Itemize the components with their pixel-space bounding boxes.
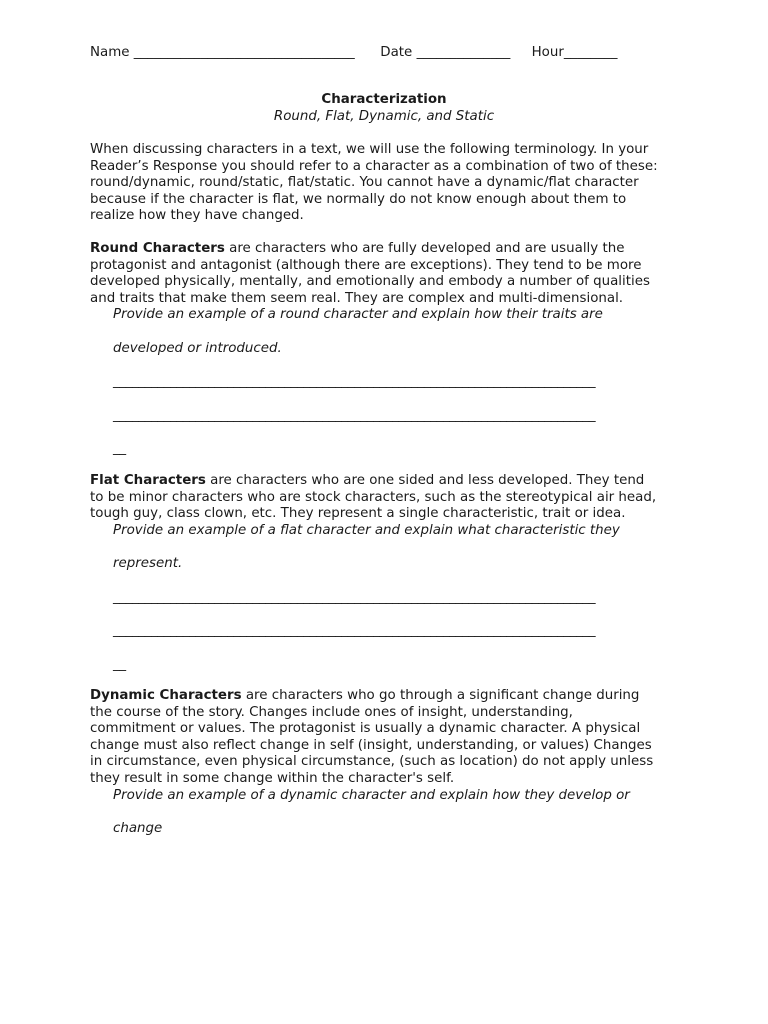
page-title: Characterization: [321, 92, 447, 107]
header-fields: [90, 45, 690, 60]
dynamic-line: change must also reflect change in self (insight, understanding, or values) Changes: [90, 737, 652, 753]
hour-label: Hour: [531, 45, 564, 60]
name-blank[interactable]: _________________________________: [133, 45, 355, 60]
dynamic-prompt-cont: change: [113, 821, 163, 836]
flat-term: Flat Characters: [90, 473, 206, 488]
flat-paragraph: [90, 473, 690, 523]
round-answer-line[interactable]: ____________________________________________________________________________: [113, 408, 596, 423]
flat-line: are characters who are one sided and less developed. They tend: [205, 473, 645, 488]
round-term: Round Characters: [90, 241, 225, 256]
flat-answer-line[interactable]: __: [113, 657, 126, 672]
flat-prompt-cont: represent.: [113, 556, 183, 571]
dynamic-line: the course of the story. Changes include ones of insight, understanding,: [90, 704, 573, 720]
dynamic-line: commitment or values. The protagonist is usually a dynamic character. A physical: [90, 721, 641, 736]
intro-line: realize how they have changed.: [90, 208, 304, 223]
flat-line: to be minor characters who are stock characters, such as the stereotypical air head,: [90, 489, 657, 505]
intro-line: round/dynamic, round/static, flat/static. You cannot have a dynamic/flat character: [90, 175, 639, 190]
intro-paragraph: [90, 142, 690, 225]
dynamic-line: they result in some change within the character's self.: [90, 770, 455, 786]
flat-answer-line[interactable]: ____________________________________________________________________________: [113, 590, 596, 605]
dynamic-line: are characters who go through a significant change during: [241, 688, 640, 703]
round-prompt-cont: developed or introduced.: [113, 341, 282, 356]
name-label: Name: [90, 45, 130, 60]
round-answer-line[interactable]: __: [113, 441, 126, 456]
intro-line: When discussing characters in a text, we will use the following terminology. In your: [90, 142, 649, 157]
flat-answer-line[interactable]: ____________________________________________________________________________: [113, 623, 596, 638]
date-blank[interactable]: ______________: [416, 45, 511, 60]
flat-line: tough guy, class clown, etc. They represent a single characteristic, trait or idea.: [90, 506, 626, 521]
round-answer-line[interactable]: ____________________________________________________________________________: [113, 374, 596, 389]
hour-blank[interactable]: ________: [563, 45, 618, 60]
page-subtitle: Round, Flat, Dynamic, and Static: [273, 109, 495, 124]
dynamic-paragraph: [90, 688, 690, 787]
intro-line: because if the character is flat, we normally do not know enough about them to: [90, 191, 627, 207]
round-paragraph: [90, 241, 690, 307]
date-label: Date: [380, 45, 413, 60]
flat-prompt: Provide an example of a flat character and explain what characteristic they: [113, 523, 620, 538]
round-line: protagonist and antagonist (although there are exceptions). They tend to be more: [90, 257, 642, 273]
dynamic-prompt: Provide an example of a dynamic character and explain how they develop or: [113, 788, 630, 803]
intro-line: Reader’s Response you should refer to a character as a combination of two of these:: [90, 158, 658, 174]
round-line: developed physically, mentally, and emotionally and embody a number of qualities: [90, 274, 650, 289]
round-line: are characters who are fully developed and are usually the: [224, 241, 625, 256]
round-prompt: Provide an example of a round character and explain how their traits are: [113, 307, 603, 322]
round-line: and traits that make them seem real. They are complex and multi-dimensional.: [90, 290, 624, 306]
dynamic-term: Dynamic Characters: [90, 688, 242, 703]
dynamic-line: in circumstance, even physical circumstance, (such as location) do not apply unless: [90, 754, 654, 769]
